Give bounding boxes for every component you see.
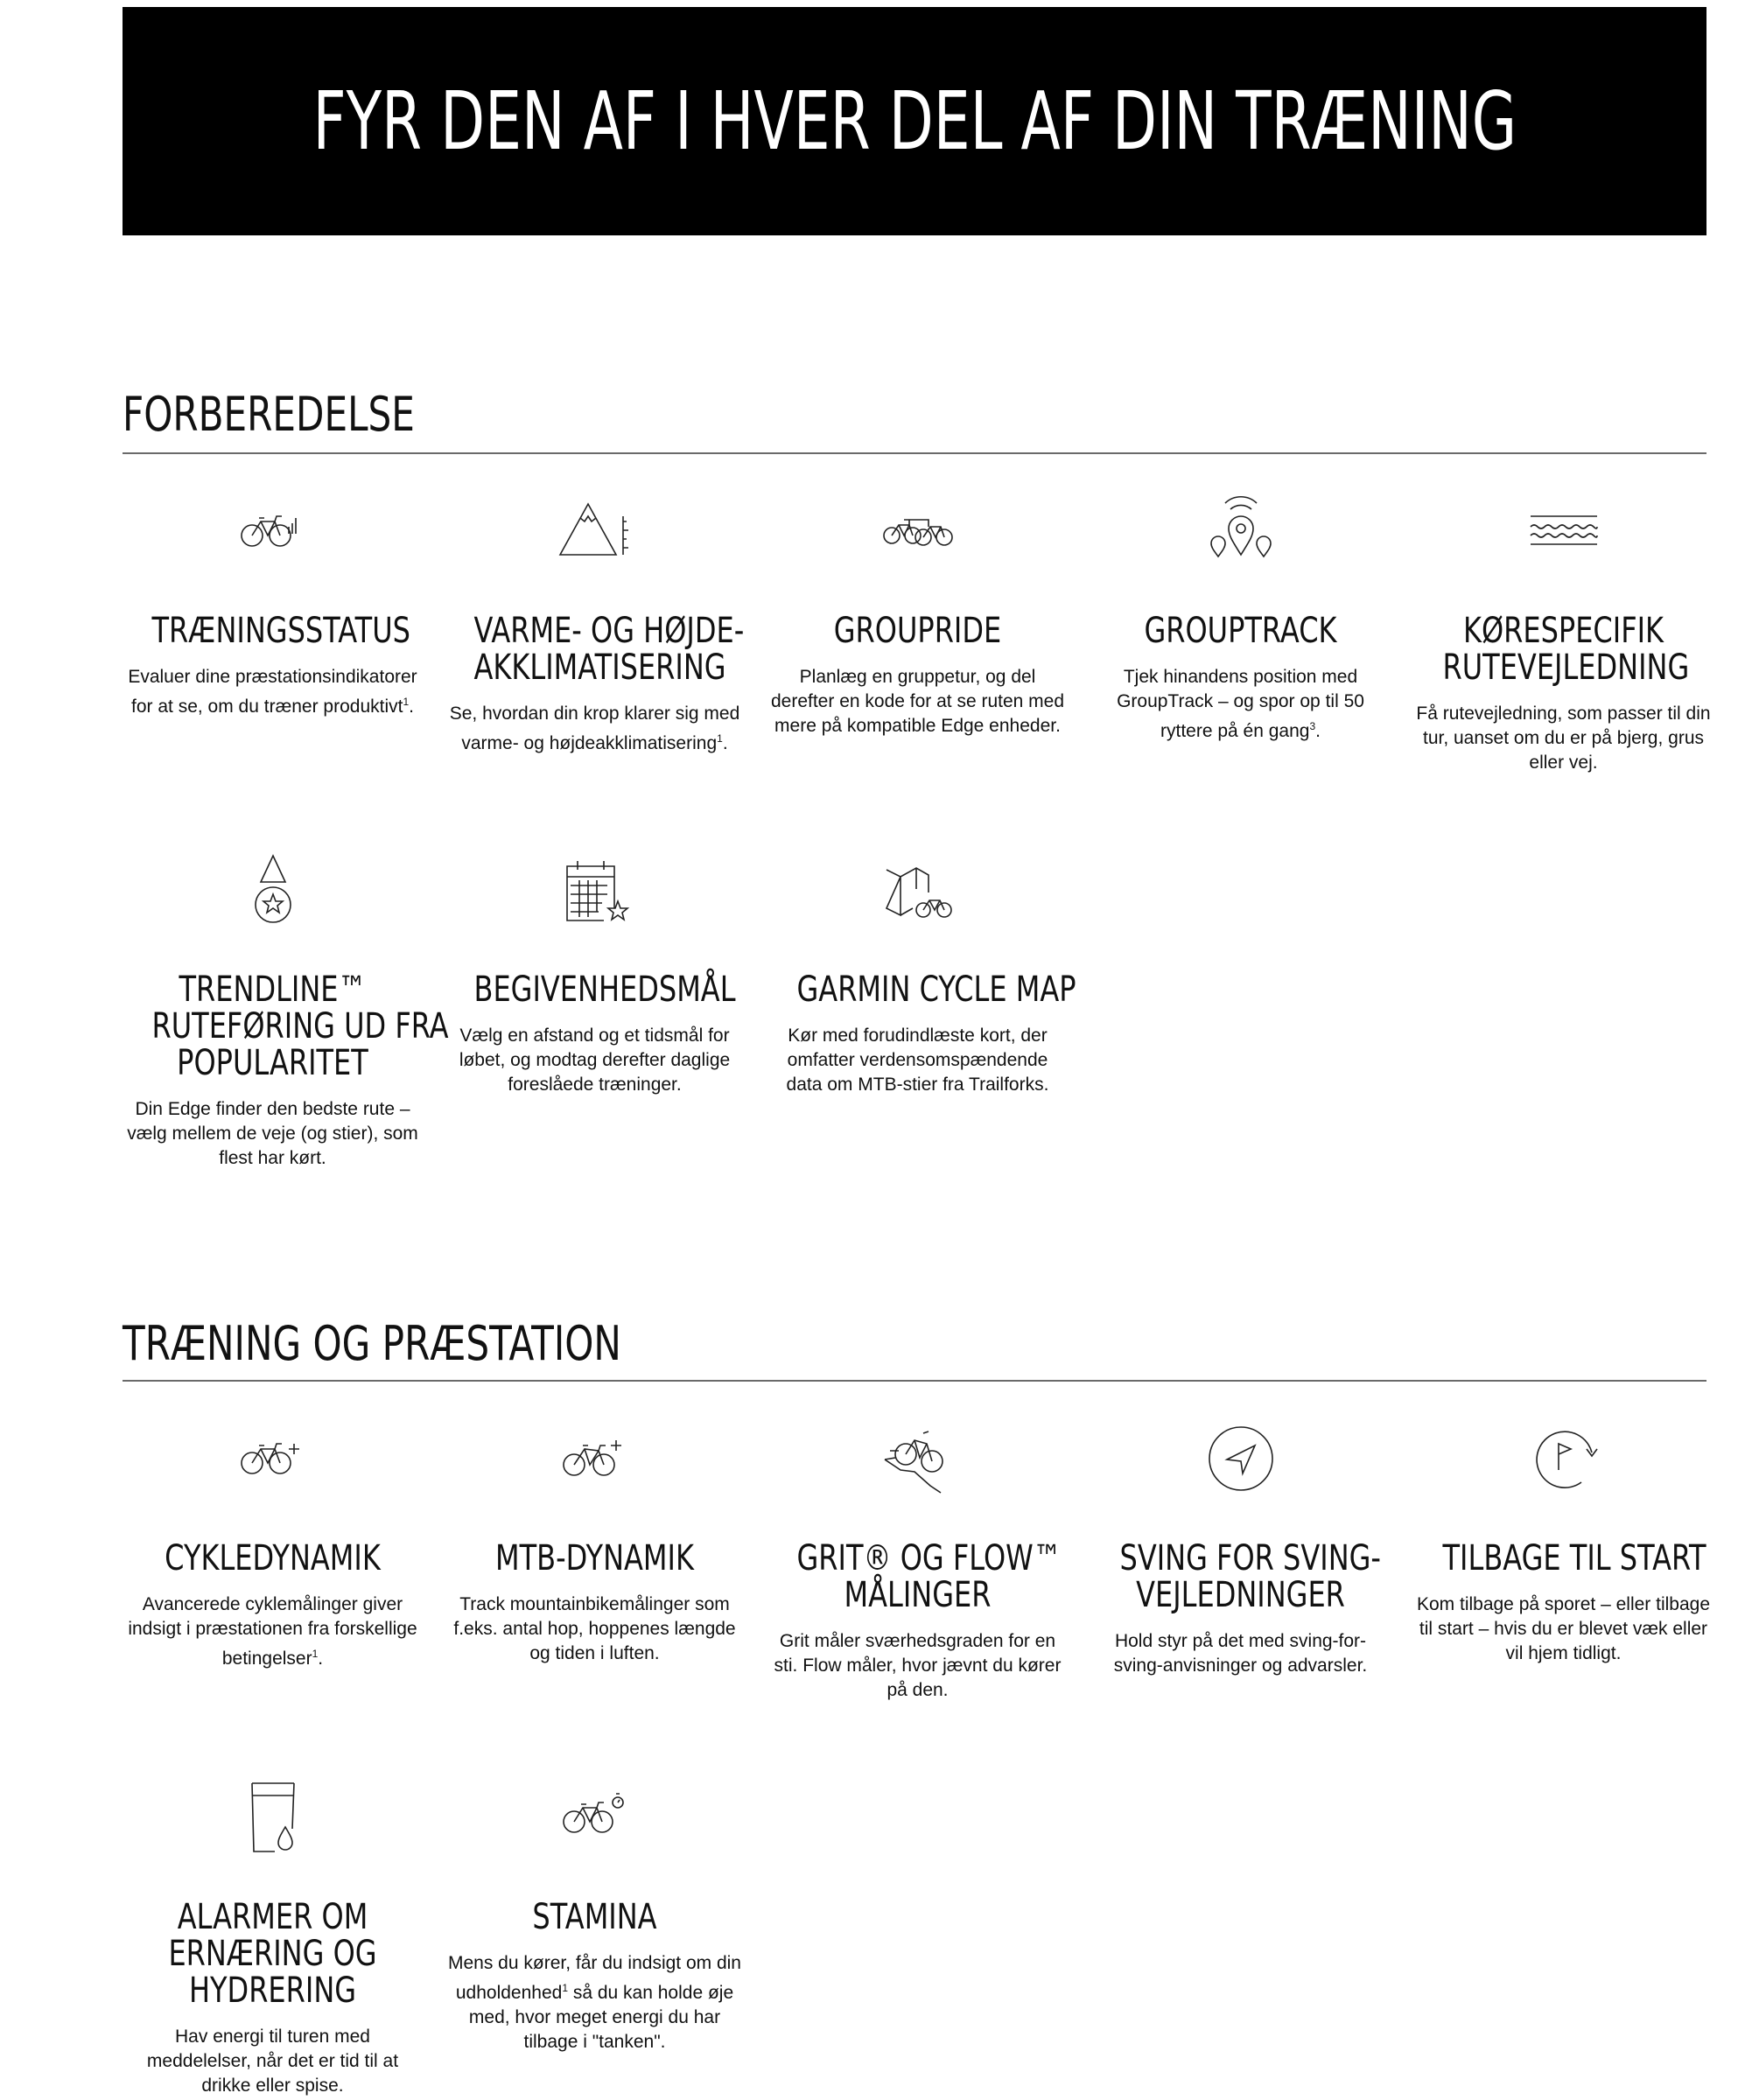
map-bike-icon xyxy=(874,850,962,929)
feature-description: Kør med forudindlæste kort, der omfatter verdensomspændende data om MTB-stier fra Trailforks. xyxy=(786,1026,1049,1095)
section-divider xyxy=(123,452,1706,454)
feature-sving-for-sving xyxy=(1090,1419,1391,1678)
feature-tilbage-til-start xyxy=(1412,1419,1714,1666)
feature-description: Grit måler sværhedsgraden for en sti. Flow måler, hvor jævnt du kører på den. xyxy=(774,1631,1062,1700)
feature-title: ALARMER OM ERNÆRING OG HYDRERING xyxy=(168,1897,377,2011)
feature-title: GROUPRIDE xyxy=(833,611,1002,651)
grit-flow-icon xyxy=(874,1419,962,1498)
group-bikes-icon xyxy=(874,492,962,570)
feature-title: BEGIVENHEDSMÅL xyxy=(473,970,736,1010)
feature-title: TILBAGE TIL START xyxy=(1442,1538,1706,1578)
bike-stamina-icon xyxy=(551,1778,639,1857)
feature-stamina xyxy=(444,1778,746,2054)
feature-groupride xyxy=(767,492,1069,738)
section-title-forberedelse: FORBEREDELSE xyxy=(123,387,415,442)
hero-title: FYR DEN AF I HVER DEL AF DIN TRÆNING xyxy=(312,74,1517,168)
feature-trendline xyxy=(122,850,449,1171)
terrain-waves-icon xyxy=(1520,492,1608,570)
location-pins-icon xyxy=(1197,492,1285,570)
glass-drop-icon xyxy=(229,1778,317,1857)
bike-plus-icon xyxy=(229,1419,317,1498)
feature-grit-flow xyxy=(767,1419,1069,1703)
feature-traeningsstatus xyxy=(122,492,424,719)
feature-title: KØRESPECIFIK RUTEVEJLEDNING xyxy=(1442,611,1690,688)
feature-description: Evaluer dine præstationsindikatorer for at se, om du træner produktivt$^1$. xyxy=(128,667,417,717)
section-title-traening-og-praestation: TRÆNING OG PRÆSTATION xyxy=(123,1316,621,1371)
feature-description: Få rutevejledning, som passer til din tur, uanset om du er på bjerg, grus eller vej. xyxy=(1416,704,1711,773)
feature-description: Mens du kører, får du indsigt om din udholdenhed$^1$ så du kan holde øje med, hvor meget energi du har tilbage i "tanken". xyxy=(448,1953,741,2052)
mtb-plus-icon xyxy=(551,1419,639,1498)
navigation-arrow-icon xyxy=(1197,1419,1285,1498)
trendline-star-icon xyxy=(229,850,317,929)
feature-description: Hav energi til turen med meddelelser, når det er tid til at drikke eller spise. xyxy=(146,2026,399,2096)
mountain-altitude-icon xyxy=(551,492,639,570)
feature-description: Din Edge finder den bedste rute – vælg mellem de veje (og stier), som flest har kørt. xyxy=(127,1099,418,1168)
feature-grouptrack xyxy=(1090,492,1391,744)
feature-title: GARMIN CYCLE MAP xyxy=(796,970,1076,1010)
feature-description: Kom tilbage på sporet – eller tilbage til start – hvis du er blevet væk eller vil hjem tidligt. xyxy=(1416,1594,1711,1663)
feature-title: TRENDLINE™ RUTEFØRING UD FRA POPULARITET xyxy=(151,970,449,1083)
feature-description: Se, hvordan din krop klarer sig med varme- og højdeakklimatisering$^1$. xyxy=(449,704,740,753)
feature-description: Vælg en afstand og et tidsmål for løbet, og modtag derefter daglige foreslåede træninger. xyxy=(459,1026,731,1095)
feature-korespecifik xyxy=(1412,492,1714,775)
feature-alarmer-ernaering xyxy=(122,1778,424,2098)
feature-description: Hold styr på det med sving-for- sving-anvisninger og advarsler. xyxy=(1113,1631,1368,1676)
feature-description: Track mountainbikemålinger som f.eks. antal hop, hoppenes længde og tiden i luften. xyxy=(453,1594,736,1663)
feature-description: Tjek hinandens position med GroupTrack – og spor op til 50 ryttere på én gang$^3$. xyxy=(1117,667,1364,741)
feature-garmin-cycle-map xyxy=(767,850,1076,1097)
bike-signal-icon xyxy=(229,492,317,570)
feature-title: STAMINA xyxy=(532,1897,657,1937)
section-divider xyxy=(123,1380,1706,1382)
feature-cykledynamik xyxy=(122,1419,424,1671)
feature-title: GROUPTRACK xyxy=(1144,611,1337,651)
feature-varme-hojde xyxy=(444,492,746,756)
feature-description: Planlæg en gruppetur, og del derefter en kode for at se ruten med mere på kompatible Edge enheder. xyxy=(770,667,1065,736)
feature-title: TRÆNINGSSTATUS xyxy=(151,611,410,651)
feature-title: CYKLEDYNAMIK xyxy=(165,1538,381,1578)
feature-description: Avancerede cyklemålinger giver indsigt i præstationen fra forskellige betingelser$^1$. xyxy=(128,1594,417,1669)
back-to-start-icon xyxy=(1520,1419,1608,1498)
feature-title: VARME- OG HØJDE- AKKLIMATISERING xyxy=(473,611,745,688)
feature-title: MTB-DYNAMIK xyxy=(495,1538,694,1578)
feature-title: SVING FOR SVING- VEJLEDNINGER xyxy=(1119,1538,1381,1615)
calendar-star-icon xyxy=(551,850,639,929)
feature-begivenhedsmal xyxy=(444,850,746,1097)
hero-banner xyxy=(123,7,1706,235)
feature-mtb-dynamik xyxy=(444,1419,746,1666)
feature-title: GRIT® OG FLOW™ MÅLINGER xyxy=(796,1538,1062,1615)
